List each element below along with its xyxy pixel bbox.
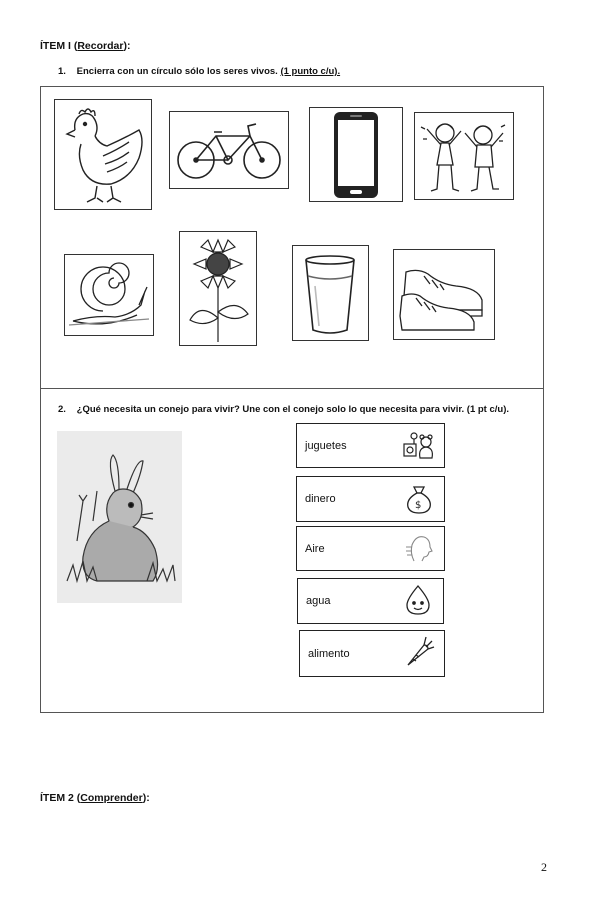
sunflower-icon — [180, 232, 256, 345]
snail-picture[interactable] — [64, 254, 154, 336]
hen-picture[interactable] — [54, 99, 152, 210]
option-dinero[interactable] — [296, 476, 445, 522]
sunflower-picture[interactable] — [179, 231, 257, 346]
toys-icon — [402, 428, 436, 462]
option-agua[interactable] — [297, 578, 444, 624]
smartphone-icon — [310, 108, 402, 201]
rabbit-icon — [57, 431, 182, 603]
option-aire[interactable] — [296, 526, 445, 571]
glass-icon — [293, 246, 368, 340]
children-picture[interactable] — [414, 112, 514, 200]
item1-heading: ÍTEM I (Recordar): — [40, 40, 131, 52]
option-label: alimento — [308, 647, 350, 660]
children-icon — [415, 113, 513, 199]
rabbit-picture — [57, 431, 182, 603]
sneakers-icon — [394, 250, 494, 339]
sneakers-picture[interactable] — [393, 249, 495, 340]
question-1: 1. Encierra con un círculo sólo los seres vivos. (1 punto c/u). — [58, 66, 341, 77]
bicycle-picture[interactable] — [169, 111, 289, 189]
hen-icon — [55, 100, 151, 209]
snail-icon — [65, 255, 153, 335]
page-number: 2 — [541, 860, 547, 874]
glass-picture[interactable] — [292, 245, 369, 341]
smartphone-picture[interactable] — [309, 107, 403, 202]
carrot-icon — [402, 635, 436, 669]
bicycle-icon — [170, 112, 288, 188]
item1-label: Recordar — [77, 40, 124, 52]
option-juguetes[interactable] — [296, 423, 445, 468]
item2-label: Comprender — [80, 792, 143, 804]
air-head-icon — [402, 531, 436, 565]
option-label: Aire — [305, 542, 325, 555]
question-2: 2. ¿Qué necesita un conejo para vivir? Une con el conejo solo lo que necesita para vivir. (1 pt c/u). — [58, 404, 510, 415]
option-alimento[interactable] — [299, 630, 445, 677]
item2-heading: ÍTEM 2 (Comprender): — [40, 792, 150, 804]
option-label: dinero — [305, 493, 336, 505]
money-bag-icon — [402, 481, 436, 515]
option-label: agua — [306, 595, 331, 607]
svg-text:$: $ — [415, 500, 422, 511]
option-label: juguetes — [305, 439, 347, 452]
water-drop-icon — [401, 583, 435, 617]
